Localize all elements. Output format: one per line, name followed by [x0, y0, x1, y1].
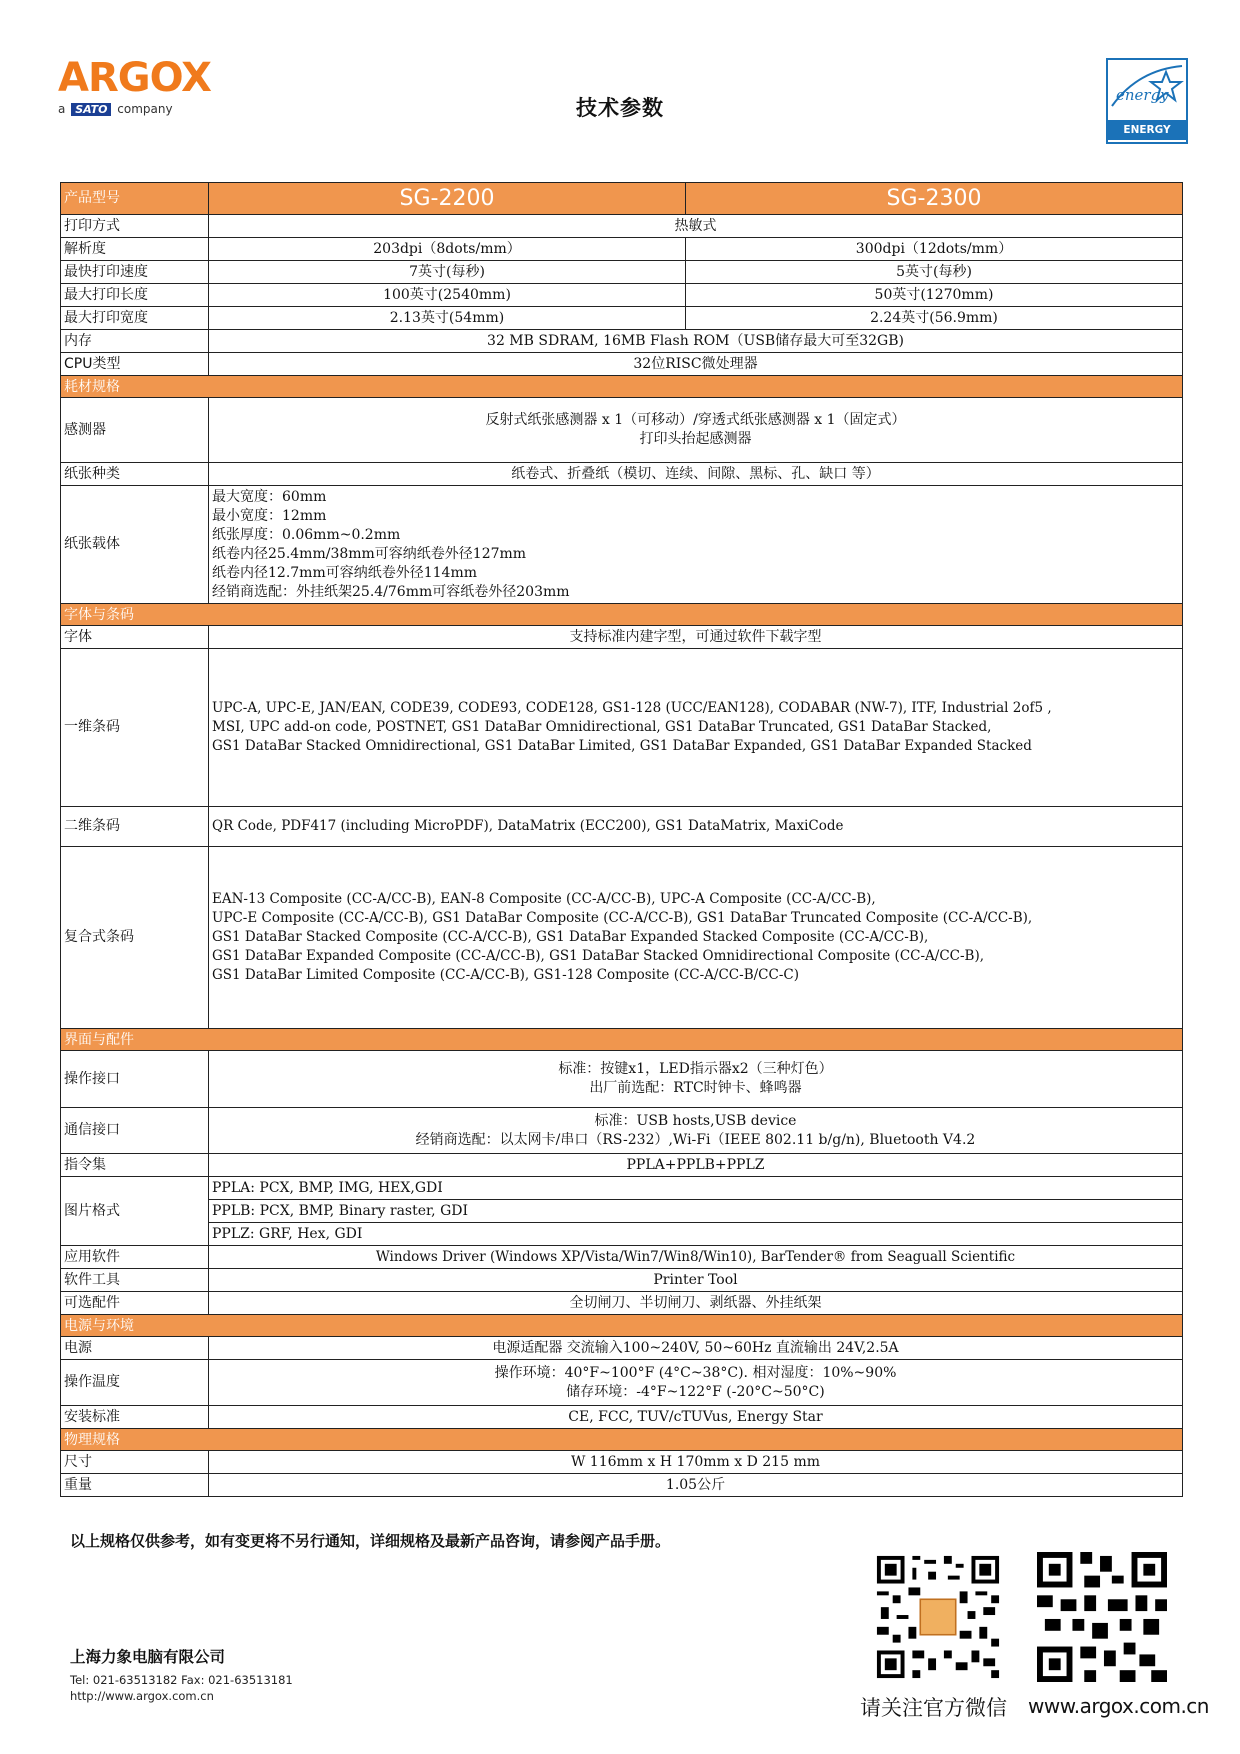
row-label: 纸张种类	[61, 463, 209, 486]
row-value-sg2300: 300dpi（12dots/mm）	[686, 238, 1183, 261]
row-tools	[61, 1269, 1183, 1292]
row-memory	[61, 330, 1183, 353]
row-paper-type	[61, 463, 1183, 486]
section-title: 耗材规格	[61, 376, 1183, 398]
barcode-1d-line: GS1 DataBar Stacked Omnidirectional, GS1 DataBar Limited, GS1 DataBar Expanded, GS1 DataBar Expanded Stacked	[212, 738, 1032, 754]
section-title: 物理规格	[61, 1429, 1183, 1451]
row-value: 热敏式	[209, 215, 1183, 238]
row-value: 纸卷式、折叠纸（模切、连续、间隙、黑标、孔、缺口 等）	[209, 463, 1183, 486]
row-value-sg2300: 5英寸(每秒)	[686, 261, 1183, 284]
website-link[interactable]: www.argox.com.cn	[1028, 1694, 1209, 1718]
row-cert	[61, 1406, 1183, 1429]
media-line: 纸张厚度：0.06mm~0.2mm	[212, 526, 401, 543]
graphics-line: PPLZ: GRF, Hex, GDI	[209, 1223, 1183, 1246]
energy-star-icon	[1108, 60, 1186, 120]
row-label: 最大打印长度	[61, 284, 209, 307]
contact-url: http://www.argox.com.cn	[70, 1689, 214, 1703]
row-graphics-1	[61, 1177, 1183, 1200]
composite-line: GS1 DataBar Expanded Composite (CC-A/CC-B), GS1 DataBar Stacked Omnidirectional Composite (CC-A/CC-B),	[212, 948, 985, 964]
operation-line-2: 出厂前选配：RTC时钟卡、蜂鸣器	[589, 1080, 802, 1096]
row-font	[61, 626, 1183, 649]
row-label: 二维条码	[61, 807, 209, 847]
energy-star-logo	[1106, 58, 1188, 156]
row-temp	[61, 1360, 1183, 1406]
sensor-line-1: 反射式纸张感测器 x 1（可移动）/穿透式纸张感测器 x 1（固定式）	[485, 412, 906, 428]
row-print-method	[61, 215, 1183, 238]
logo-wordmark: ARGOX	[58, 55, 212, 101]
graphics-line: PPLB: PCX, BMP, Binary raster, GDI	[209, 1200, 1183, 1223]
row-composite	[61, 847, 1183, 1029]
row-value: 全切闸刀、半切闸刀、剥纸器、外挂纸架	[209, 1292, 1183, 1315]
section-power-env	[61, 1315, 1183, 1337]
temp-line-1: 操作环境：40°F~100°F (4°C~38°C). 相对湿度：10%~90%	[494, 1364, 897, 1381]
row-value: 电源适配器 交流输入100~240V, 50~60Hz 直流输出 24V,2.5A	[209, 1337, 1183, 1360]
row-label: 指令集	[61, 1154, 209, 1177]
section-consumables	[61, 376, 1183, 398]
row-value	[209, 486, 1183, 604]
row-label: 安装标准	[61, 1406, 209, 1429]
row-weight	[61, 1474, 1183, 1497]
media-line: 最小宽度：12mm	[212, 507, 327, 524]
media-line: 纸卷内径12.7mm可容纳纸卷外径114mm	[212, 564, 477, 581]
row-label: 操作温度	[61, 1360, 209, 1406]
row-label: 重量	[61, 1474, 209, 1497]
row-value: Windows Driver (Windows XP/Vista/Win7/Win8/Win10), BarTender® from Seaguall Scientific	[209, 1246, 1183, 1269]
section-title: 电源与环境	[61, 1315, 1183, 1337]
row-label: 最大打印宽度	[61, 307, 209, 330]
row-value: 32位RISC微处理器	[209, 353, 1183, 376]
row-graphics-3	[61, 1223, 1183, 1246]
row-media	[61, 486, 1183, 604]
row-graphics-2	[61, 1200, 1183, 1223]
comm-line-1: 标准：USB hosts,USB device	[594, 1112, 797, 1129]
row-resolution	[61, 238, 1183, 261]
row-barcode-2d	[61, 807, 1183, 847]
row-value-sg2300: 2.24英寸(56.9mm)	[686, 307, 1183, 330]
row-value: 32 MB SDRAM, 16MB Flash ROM（USB储存最大可至32GB)	[209, 330, 1183, 353]
row-value	[209, 398, 1183, 463]
header-label: 产品型号	[61, 183, 209, 215]
row-value	[209, 847, 1183, 1029]
row-max-length	[61, 284, 1183, 307]
energy-script: energy	[1116, 86, 1169, 104]
row-cpu	[61, 353, 1183, 376]
graphics-line: PPLA: PCX, BMP, IMG, HEX,GDI	[209, 1177, 1183, 1200]
row-power	[61, 1337, 1183, 1360]
row-label: 解析度	[61, 238, 209, 261]
section-physical	[61, 1429, 1183, 1451]
model-sg2300: SG-2300	[686, 183, 1183, 215]
row-label: 复合式条码	[61, 847, 209, 1029]
comm-line-2: 经销商选配：以太网卡/串口（RS-232）,Wi-Fi（IEEE 802.11 b/g/n), Bluetooth V4.2	[415, 1131, 976, 1148]
row-value: W 116mm x H 170mm x D 215 mm	[209, 1451, 1183, 1474]
sensor-line-2: 打印头抬起感测器	[639, 431, 752, 447]
row-label: 尺寸	[61, 1451, 209, 1474]
composite-line: UPC-E Composite (CC-A/CC-B), GS1 DataBar Composite (CC-A/CC-B), GS1 DataBar Truncated Composite (CC-A/CC-B),	[212, 910, 1033, 926]
row-value-sg2200: 7英寸(每秒)	[209, 261, 686, 284]
contact-phone: Tel: 021-63513182 Fax: 021-63513181	[70, 1673, 293, 1687]
row-max-width	[61, 307, 1183, 330]
row-label: 打印方式	[61, 215, 209, 238]
row-value: Printer Tool	[209, 1269, 1183, 1292]
website-qr-icon	[1036, 1552, 1168, 1682]
company-name: 上海力象电脑有限公司	[70, 1648, 226, 1666]
row-label: 软件工具	[61, 1269, 209, 1292]
row-label: 最快打印速度	[61, 261, 209, 284]
row-label: 字体	[61, 626, 209, 649]
row-operation	[61, 1051, 1183, 1108]
media-line: 纸卷内径25.4mm/38mm可容纳纸卷外径127mm	[212, 545, 527, 562]
wechat-qr-icon	[872, 1552, 1004, 1682]
row-label: 操作接口	[61, 1051, 209, 1108]
row-barcode-1d	[61, 649, 1183, 807]
row-value	[209, 1360, 1183, 1406]
row-label: 可选配件	[61, 1292, 209, 1315]
section-interface	[61, 1029, 1183, 1051]
row-value-sg2200: 100英寸(2540mm)	[209, 284, 686, 307]
row-value-sg2200: 203dpi（8dots/mm）	[209, 238, 686, 261]
row-options	[61, 1292, 1183, 1315]
media-line: 经销商选配：外挂纸架25.4/76mm可容纸卷外径203mm	[212, 583, 570, 600]
row-label: 感测器	[61, 398, 209, 463]
row-label: 电源	[61, 1337, 209, 1360]
row-value	[209, 1108, 1183, 1154]
row-value-sg2300: 50英寸(1270mm)	[686, 284, 1183, 307]
disclaimer: 以上规格仅供参考，如有变更将不另行通知，详细规格及最新产品咨询，请参阅产品手册。	[70, 1532, 671, 1550]
row-value-sg2200: 2.13英寸(54mm)	[209, 307, 686, 330]
model-sg2200: SG-2200	[209, 183, 686, 215]
row-value: CE, FCC, TUV/cTUVus, Energy Star	[209, 1406, 1183, 1429]
row-value: QR Code, PDF417 (including MicroPDF), DataMatrix (ECC200), GS1 DataMatrix, MaxiCode	[209, 807, 1183, 847]
contact-info	[70, 1672, 293, 1704]
table-header-row	[61, 183, 1183, 215]
composite-line: GS1 DataBar Stacked Composite (CC-A/CC-B), GS1 DataBar Expanded Stacked Composite (CC-A/CC-B),	[212, 929, 929, 945]
row-value: 1.05公斤	[209, 1474, 1183, 1497]
row-label: 图片格式	[61, 1177, 209, 1246]
row-value: PPLA+PPLB+PPLZ	[209, 1154, 1183, 1177]
row-label: 应用软件	[61, 1246, 209, 1269]
energy-star-label: ENERGY STAR	[1108, 120, 1186, 140]
composite-line: EAN-13 Composite (CC-A/CC-B), EAN-8 Composite (CC-A/CC-B), UPC-A Composite (CC-A/CC-B),	[212, 891, 876, 907]
logo-sub-company: company	[117, 102, 173, 116]
media-line: 最大宽度：60mm	[212, 488, 327, 505]
section-title: 字体与条码	[61, 604, 1183, 626]
spec-table	[60, 182, 1183, 1497]
row-comm	[61, 1108, 1183, 1154]
row-sensor	[61, 398, 1183, 463]
row-command	[61, 1154, 1183, 1177]
section-fonts-barcodes	[61, 604, 1183, 626]
row-max-speed	[61, 261, 1183, 284]
composite-line: GS1 DataBar Limited Composite (CC-A/CC-B), GS1-128 Composite (CC-A/CC-B/CC-C)	[212, 967, 799, 983]
temp-line-2: 储存环境：-4°F~122°F (-20°C~50°C)	[566, 1383, 825, 1400]
row-label: 一维条码	[61, 649, 209, 807]
sato-mark: SATO	[71, 103, 111, 116]
qr-caption: 请关注官方微信	[860, 1696, 1007, 1720]
page-title: 技术参数	[576, 96, 664, 120]
row-value	[209, 649, 1183, 807]
barcode-1d-line: UPC-A, UPC-E, JAN/EAN, CODE39, CODE93, CODE128, GS1-128 (UCC/EAN128), CODABAR (NW-7), ITF, Industrial 2of5 ,	[212, 700, 1052, 716]
logo-sub-a: a	[58, 102, 66, 116]
row-label: 纸张载体	[61, 486, 209, 604]
row-software	[61, 1246, 1183, 1269]
row-dimension	[61, 1451, 1183, 1474]
row-value	[209, 1051, 1183, 1108]
operation-line-1: 标准：按键x1，LED指示器x2（三种灯色）	[558, 1061, 833, 1077]
barcode-1d-line: MSI, UPC add-on code, POSTNET, GS1 DataBar Omnidirectional, GS1 DataBar Truncated, GS1 DataBar Stacked,	[212, 719, 992, 735]
row-label: 内存	[61, 330, 209, 353]
section-title: 界面与配件	[61, 1029, 1183, 1051]
row-value: 支持标准内建字型，可通过软件下载字型	[209, 626, 1183, 649]
row-label: CPU类型	[61, 353, 209, 376]
row-label: 通信接口	[61, 1108, 209, 1154]
